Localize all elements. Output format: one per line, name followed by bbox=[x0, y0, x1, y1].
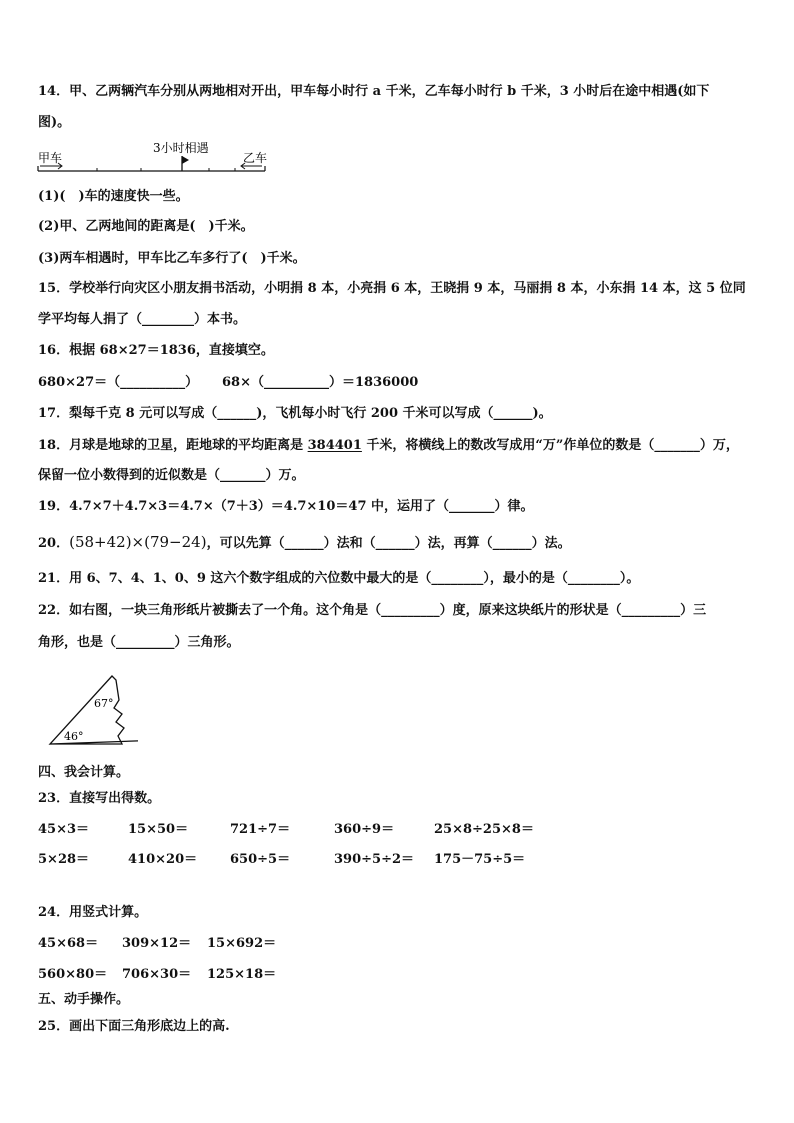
q23-r2-c4: 390÷5÷2＝ bbox=[334, 852, 415, 867]
q18-line2: 保留一位小数得到的近似数是（_______）万。 bbox=[38, 468, 305, 483]
q15-line1: 15．学校举行向灾区小朋友捐书活动，小明捐 8 本，小亮捐 6 本，王晓捐 9 本，马丽捐 8 本，小东捐 14 本，这 5 位同 bbox=[38, 281, 746, 296]
q22-line1: 22．如右图，一块三角形纸片被撕去了一个角。这个角是（_________）度，原来这块纸片的形状是（_________）三 bbox=[38, 603, 707, 618]
q23-r1-c3: 721÷7＝ bbox=[230, 822, 291, 837]
q25-title: 25．画出下面三角形底边上的高. bbox=[38, 1019, 230, 1034]
q24-r2-c2: 706×30＝ bbox=[122, 967, 192, 982]
q23-r1-c5: 25×8÷25×8＝ bbox=[434, 822, 534, 837]
angle-top-label: 67° bbox=[94, 697, 114, 710]
angle-left-label: 46° bbox=[64, 730, 84, 743]
q23-r2-c3: 650÷5＝ bbox=[230, 852, 291, 867]
q24-r1-c2: 309×12＝ bbox=[122, 936, 192, 951]
q23-r1-c2: 15×50＝ bbox=[128, 822, 189, 837]
q18-post: 千米，将横线上的数改写成用“万”作单位的数是（_______）万， bbox=[361, 438, 739, 453]
meeting-flag-icon bbox=[182, 156, 189, 164]
q20-num: 20． bbox=[38, 536, 70, 551]
q24-r1-c3: 15×692＝ bbox=[207, 936, 277, 951]
q24-r2-c3: 125×18＝ bbox=[207, 967, 277, 982]
q14-line2: 图)。 bbox=[38, 115, 71, 130]
q23-r2-c1: 5×28＝ bbox=[38, 852, 90, 867]
diagram-left-label: 甲车 bbox=[38, 151, 63, 165]
q19-line1: 19．4.7×7＋4.7×3＝4.7×（7＋3）＝4.7×10＝47 中，运用了（_______）律。 bbox=[38, 499, 534, 514]
q23-r2-c5: 175－75÷5＝ bbox=[434, 852, 526, 867]
q23-r1-c1: 45×3＝ bbox=[38, 822, 90, 837]
q16-b: 68×（__________）＝1836000 bbox=[222, 375, 419, 390]
q20-rest: ，可以先算（______）法和（______）法，再算（______）法。 bbox=[206, 536, 571, 551]
q16-line1: 16．根据 68×27＝1836，直接填空。 bbox=[38, 343, 274, 358]
q20-expression: (58+42)×(79−24) bbox=[69, 533, 207, 551]
q14-p3: (3)两车相遇时，甲车比乙车多行了( )千米。 bbox=[38, 251, 306, 266]
diagram-right-label: 乙车 bbox=[243, 151, 268, 165]
torn-triangle-figure bbox=[48, 672, 138, 748]
q18-number: 384401 bbox=[307, 438, 362, 453]
diagram-meet-label: 3小时相遇 bbox=[153, 141, 209, 155]
q18-pre: 18．月球是地球的卫星，距地球的平均距离是 bbox=[38, 438, 308, 453]
q24-r2-c1: 560×80＝ bbox=[38, 967, 108, 982]
q23-r2-c2: 410×20＝ bbox=[128, 852, 198, 867]
q23-title: 23．直接写出得数。 bbox=[38, 791, 161, 806]
q24-r1-c1: 45×68＝ bbox=[38, 936, 99, 951]
q14-p1: (1)( )车的速度快一些。 bbox=[38, 189, 189, 204]
q23-r1-c4: 360÷9＝ bbox=[334, 822, 395, 837]
q14-p2: (2)甲、乙两地间的距离是( )千米。 bbox=[38, 219, 254, 234]
q17-line1: 17．梨每千克 8 元可以写成（______)，飞机每小时飞行 200 千米可以写成（______)。 bbox=[38, 406, 552, 421]
section4-heading: 四、我会计算。 bbox=[38, 765, 130, 780]
q20-line1 bbox=[38, 533, 571, 553]
q15-line2: 学平均每人捐了（________）本书。 bbox=[38, 312, 247, 327]
q18-line1 bbox=[38, 437, 739, 455]
q21-line1: 21．用 6、7、4、1、0、9 这六个数字组成的六位数中最大的是（________），最小的是（________）。 bbox=[38, 571, 640, 586]
q24-title: 24．用竖式计算。 bbox=[38, 905, 148, 920]
section5-heading: 五、动手操作。 bbox=[38, 992, 130, 1007]
meeting-diagram bbox=[36, 138, 276, 180]
q16-a: 680×27＝（__________） bbox=[38, 375, 199, 390]
q22-line2: 角形，也是（_________）三角形。 bbox=[38, 635, 240, 650]
q14-line1: 14．甲、乙两辆汽车分别从两地相对开出，甲车每小时行 a 千米，乙车每小时行 b 千米，3 小时后在途中相遇(如下 bbox=[38, 84, 710, 99]
